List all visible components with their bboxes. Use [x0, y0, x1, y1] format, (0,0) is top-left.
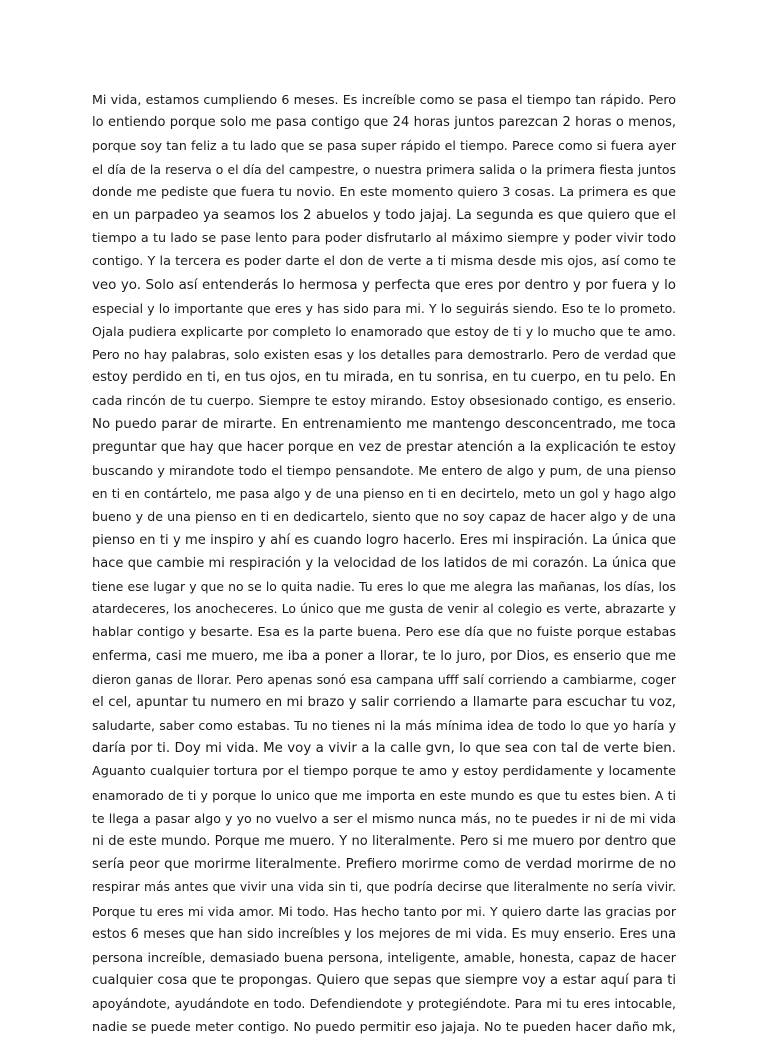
text-line: atardeceres, los anocheceres. Lo único que me gusta de venir al colegio es verte, abrazarte y [92, 602, 676, 617]
text-line: Aguanto cualquier tortura por el tiempo porque te amo y estoy perdidamente y locamente [92, 764, 676, 780]
letter-body [92, 88, 676, 1039]
text-line: tiempo a tu lado se pase lento para poder disfrutarlo al máximo siempre y poder vivir todo [92, 231, 676, 247]
text-line: cada rincón de tu cuerpo. Siempre te estoy mirando. Estoy obsesionado contigo, es enserio. [92, 393, 676, 409]
text-line: estoy perdido en ti, en tus ojos, en tu mirada, en tu sonrisa, en tu cuerpo, en tu pelo. En [92, 370, 676, 386]
text-line: en un parpadeo ya seamos los 2 abuelos y todo jajaj. La segunda es que quiero que el [92, 207, 676, 223]
text-line: daría por ti. Doy mi vida. Me voy a vivir a la calle gvn, lo que sea con tal de verte bien. [92, 741, 676, 757]
text-line: dieron ganas de llorar. Pero apenas sonó esa campana ufff salí corriendo a cambiarme, coger [92, 671, 676, 687]
text-line: te llega a pasar algo y yo no vuelvo a ser el mismo nunca más, no te puedes ir ni de mi vida [92, 810, 676, 826]
text-line: buscando y mirandote todo el tiempo pensandote. Me entero de algo y pum, de una pienso [92, 463, 676, 478]
text-line: contigo. Y la tercera es poder darte el don de verte a ti misma desde mis ojos, así como te [92, 254, 676, 270]
text-line: Mi vida, estamos cumpliendo 6 meses. Es increíble como se pasa el tiempo tan rápido. Pero [92, 92, 676, 107]
text-line: nadie se puede meter contigo. No puedo permitir eso jajaja. No te pueden hacer daño mk, [92, 1019, 676, 1035]
text-line: No puedo parar de mirarte. En entrenamiento me mantengo desconcentrado, me toca [92, 416, 676, 432]
text-line: el día de la reserva o el día del campestre, o nuestra primera salida o la primera fiesta juntos [92, 161, 676, 177]
text-line: hablar contigo y besarte. Esa es la parte buena. Pero ese día que no fuiste porque estabas [92, 625, 676, 641]
text-line: pienso en ti y me inspiro y ahí es cuando logro hacerlo. Eres mi inspiración. La única que [92, 532, 676, 548]
text-line: el cel, apuntar tu numero en mi brazo y salir corriendo a llamarte para escuchar tu voz, [92, 694, 676, 710]
text-line: estos 6 meses que han sido increíbles y los mejores de mi vida. Es muy enserio. Eres una [92, 926, 676, 942]
text-line: Pero no hay palabras, solo existen esas y los detalles para demostrarlo. Pero de verdad que [92, 347, 676, 363]
text-line: Porque tu eres mi vida amor. Mi todo. Has hecho tanto por mi. Y quiero darte las gracias por [92, 903, 676, 919]
text-line: persona increíble, demasiado buena persona, inteligente, amable, honesta, capaz de hacer [92, 949, 676, 965]
text-line: donde me pediste que fuera tu novio. En este momento quiero 3 cosas. La primera es que [92, 184, 676, 200]
text-line: hace que cambie mi respiración y la velocidad de los latidos de mi corazón. La única que [92, 555, 676, 571]
text-line: en ti en contártelo, me pasa algo y de una pienso en ti en decirtelo, meto un gol y hago algo [92, 486, 676, 502]
text-line: bueno y de una pienso en ti en dedicartelo, siento que no soy capaz de hacer algo y de una [92, 509, 676, 525]
text-line: lo entiendo porque solo me pasa contigo que 24 horas juntos parezcan 2 horas o menos, [92, 115, 676, 131]
text-line: especial y lo importante que eres y has sido para mi. Y lo seguirás siendo. Eso te lo prometo. [92, 300, 676, 316]
text-line: enferma, casi me muero, me iba a poner a llorar, te lo juro, por Dios, es enserio que me [92, 648, 676, 664]
text-line: apoyándote, ayudándote en todo. Defendiendote y protegiéndote. Para mi tu eres intocable, [92, 996, 676, 1012]
text-line: enamorado de ti y porque lo unico que me importa en este mundo es que tu estes bien. A ti [92, 787, 676, 803]
text-line: cualquier cosa que te propongas. Quiero que sepas que siempre voy a estar aquí para ti [92, 973, 676, 989]
text-line: sería peor que morirme literalmente. Prefiero morirme como de verdad morirme de no [92, 857, 676, 873]
text-line: respirar más antes que vivir una vida sin ti, que podría decirse que literalmente no sería vivir. [92, 880, 676, 895]
text-line: ni de este mundo. Porque me muero. Y no literalmente. Pero si me muero por dentro que [92, 834, 676, 849]
text-line: Ojala pudiera explicarte por completo lo enamorado que estoy de ti y lo mucho que te amo. [92, 323, 676, 339]
text-line: porque soy tan feliz a tu lado que se pasa super rápido el tiempo. Parece como si fuera ayer [92, 138, 676, 154]
text-line: veo yo. Solo así entenderás lo hermosa y perfecta que eres por dentro y por fuera y lo [92, 277, 676, 293]
text-line: preguntar que hay que hacer porque en vez de prestar atención a la explicación te estoy [92, 439, 676, 455]
text-line: saludarte, saber como estabas. Tu no tienes ni la más mínima idea de todo lo que yo haría y [92, 718, 676, 734]
text-line: tiene ese lugar y que no se lo quita nadie. Tu eres lo que me alegra las mañanas, los días, los [92, 578, 676, 594]
